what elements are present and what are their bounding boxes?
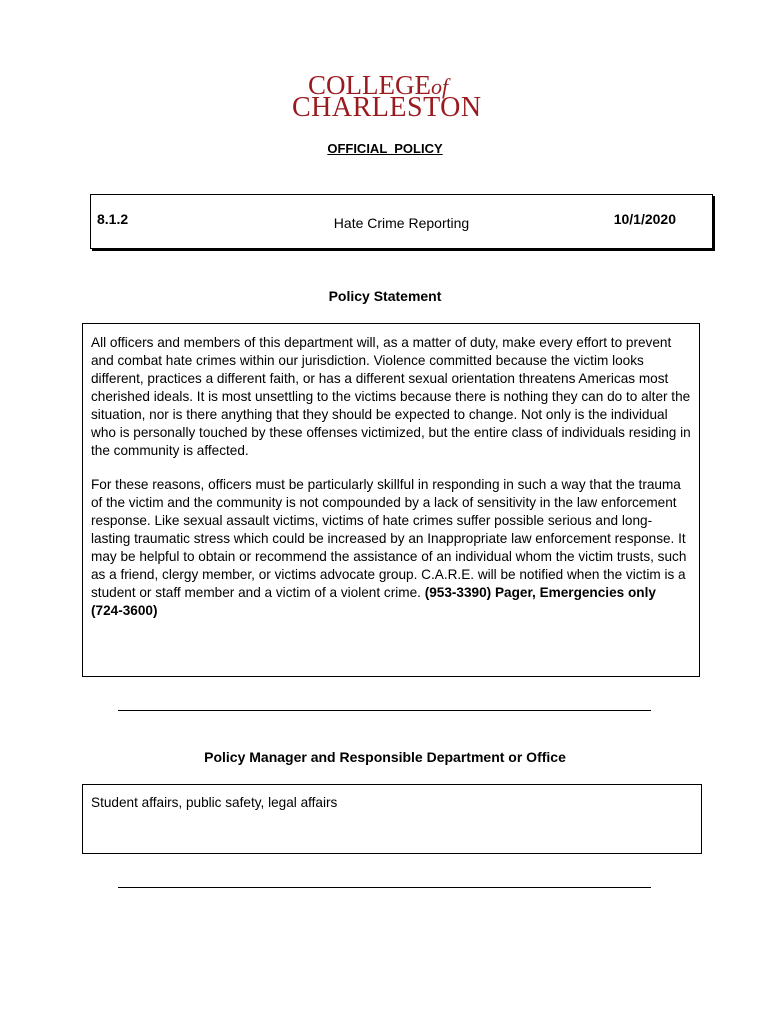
policy-header-box bbox=[90, 194, 713, 249]
logo-text-charleston: CHARLESTON bbox=[292, 92, 482, 123]
policy-manager-text: Student affairs, public safety, legal affairs bbox=[91, 795, 338, 810]
policy-manager-box bbox=[82, 784, 702, 854]
emergency-contact: (953-3390) Pager, Emergencies only (724-3600) bbox=[91, 585, 656, 618]
divider-line bbox=[118, 887, 651, 888]
college-logo bbox=[290, 72, 480, 124]
policy-number: 8.1.2 bbox=[97, 211, 129, 227]
statement-paragraph-2: For these reasons, officers must be particularly skillful in responding in such a way that the trauma of the victim and the community is not compounded by a lack of sensitivity in the law enforcement response. Like sexual assault victims, victims of hate crimes suffer possible serious and long-lasting traumatic stress which could be increased by an Inappropriate law enforcement response. It may be helpful to obtain or recommend the assistance of an individual whom the victim trusts, such as a friend, clergy member, or victims advocate group. C.A.R.E. will be notified when the victim is a student or staff member and a victim of a violent crime. (953-3390) Pager, Emergencies only (724-3600) bbox=[91, 477, 687, 618]
official-policy-label: OFFICIAL POLICY bbox=[327, 141, 443, 156]
policy-title: Hate Crime Reporting bbox=[333, 215, 470, 231]
policy-date: 10/1/2020 bbox=[613, 211, 676, 227]
policy-statement-box bbox=[82, 323, 700, 677]
divider-line bbox=[118, 710, 651, 711]
policy-statement-heading: Policy Statement bbox=[328, 288, 442, 304]
policy-manager-heading: Policy Manager and Responsible Department or Office bbox=[204, 749, 566, 765]
logo-text-of: of bbox=[430, 74, 449, 99]
statement-paragraph-1: All officers and members of this department will, as a matter of duty, make every effort to prevent and combat hate crimes within our jurisdiction. Violence committed because the victim looks different, practices a different faith, or has a different sexual orientation threatens Americas most cherished ideals. It is most unsettling to the victims because there is nothing they can do to alter the situation, nor is there anything that they should be expected to change. Not only is the individual who is personally touched by these offenses victimized, but the entire class of individuals residing in the community is affected. bbox=[91, 335, 691, 458]
logo-text-college: COLLEGE bbox=[308, 70, 431, 100]
